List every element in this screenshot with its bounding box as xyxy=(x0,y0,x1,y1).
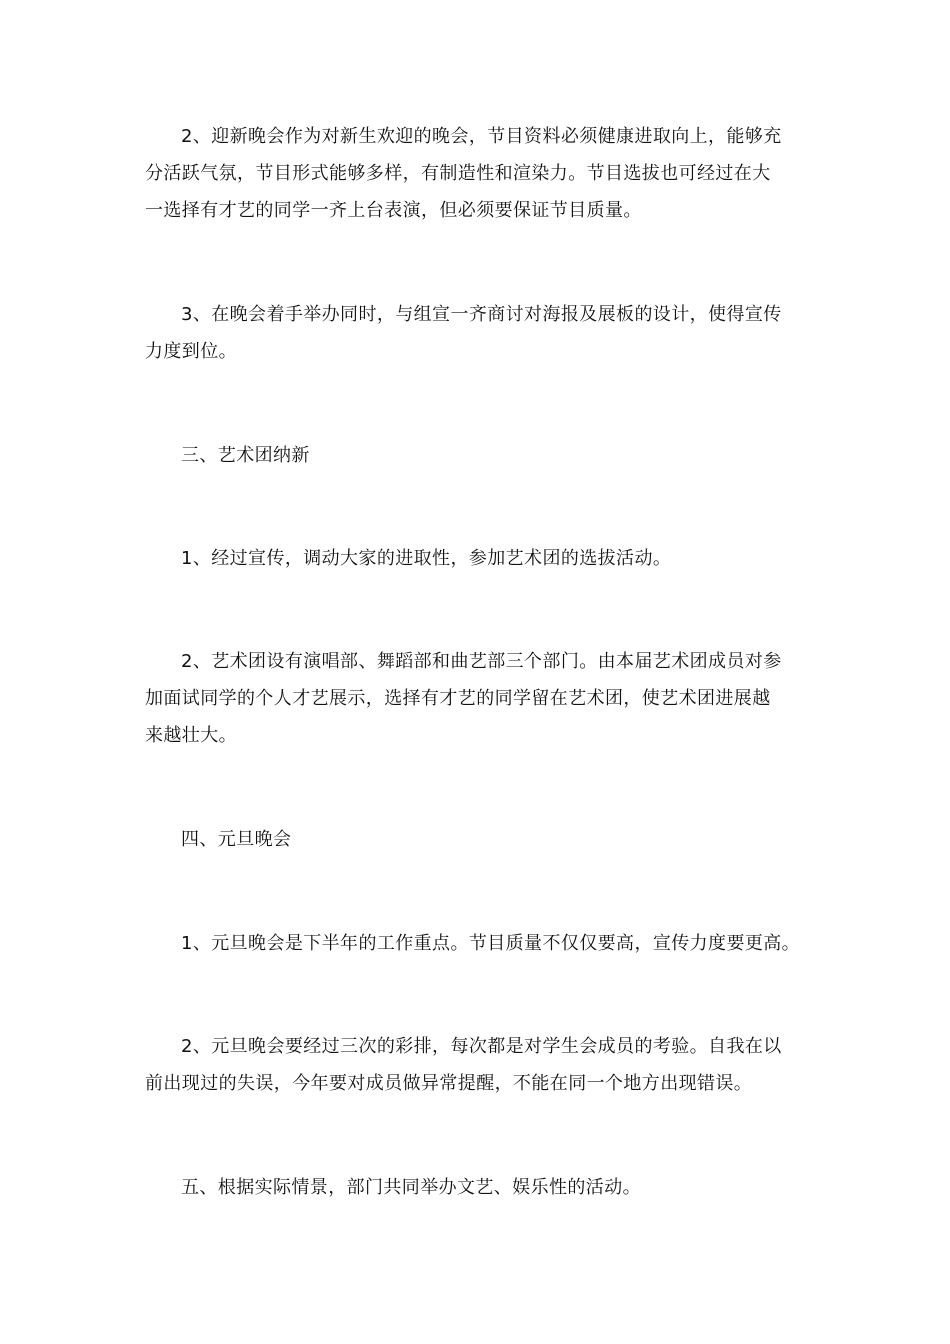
text-line: 加面试同学的个人才艺展示，选择有才艺的同学留在艺术团，使艺术团进展越 xyxy=(145,688,771,709)
section-heading-art-troupe-recruitment xyxy=(145,437,815,474)
text-line: 2、迎新晚会作为对新生欢迎的晚会，节目资料必须健康进取向上，能够充 xyxy=(181,126,782,147)
text-line: 分活跃气氛，节目形式能够多样，有制造性和渲染力。节目选拔也可经过在大 xyxy=(145,163,771,184)
paragraph-new-year-gala-rehearsals xyxy=(145,1028,815,1102)
paragraph-welcome-party-program xyxy=(145,118,815,229)
paragraph-art-troupe-publicity xyxy=(145,540,815,577)
text-line: 1、经过宣传，调动大家的进取性，参加艺术团的选拔活动。 xyxy=(181,548,672,569)
paragraph-welcome-party-publicity xyxy=(145,296,815,370)
paragraph-art-troupe-departments xyxy=(145,643,815,754)
heading-text: 五、根据实际情景，部门共同举办文艺、娱乐性的活动。 xyxy=(181,1177,641,1198)
text-line: 2、艺术团设有演唱部、舞蹈部和曲艺部三个部门。由本届艺术团成员对参 xyxy=(181,651,782,672)
text-line: 2、元旦晚会要经过三次的彩排，每次都是对学生会成员的考验。自我在以 xyxy=(181,1036,782,1057)
heading-text: 三、艺术团纳新 xyxy=(181,445,310,466)
text-line: 力度到位。 xyxy=(145,341,237,362)
text-line: 前出现过的失误，今年要对成员做异常提醒，不能在同一个地方出现错误。 xyxy=(145,1073,753,1094)
text-line: 一选择有才艺的同学一齐上台表演，但必须要保证节目质量。 xyxy=(145,200,642,221)
paragraph-new-year-gala-focus xyxy=(145,925,815,962)
section-heading-new-year-gala xyxy=(145,821,815,858)
text-line: 来越壮大。 xyxy=(145,725,237,746)
section-heading-joint-activities xyxy=(145,1169,815,1206)
text-line: 1、元旦晚会是下半年的工作重点。节目质量不仅仅要高，宣传力度要更高。 xyxy=(181,933,801,954)
heading-text: 四、元旦晚会 xyxy=(181,829,292,850)
text-line: 3、在晚会着手举办同时，与组宣一齐商讨对海报及展板的设计，使得宣传 xyxy=(181,304,782,325)
